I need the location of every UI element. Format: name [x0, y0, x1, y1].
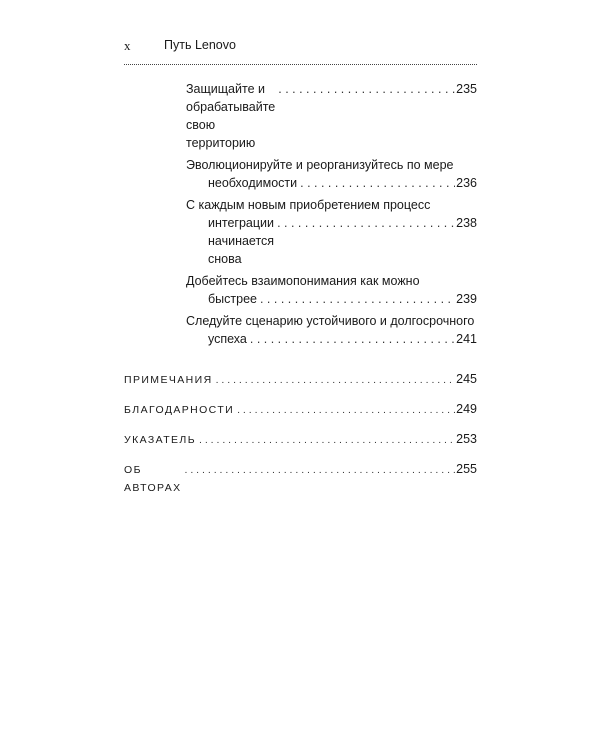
toc-page-number: 255	[456, 462, 477, 476]
toc-page-number: 253	[456, 432, 477, 446]
toc-entry[interactable]	[186, 156, 477, 192]
toc-entry[interactable]	[186, 272, 477, 308]
toc-main-section-list	[124, 370, 477, 497]
toc-page-number: 236	[456, 176, 477, 190]
toc-entry-title-continued: необходимости	[208, 176, 298, 190]
dot-leader	[250, 330, 455, 348]
toc-entry[interactable]	[186, 80, 477, 152]
toc-main-entry-title: ПРИМЕЧАНИЯ	[124, 374, 213, 386]
table-of-contents	[124, 80, 477, 508]
dot-leader	[237, 401, 455, 419]
toc-main-entry[interactable]	[124, 370, 477, 389]
toc-entry-title-continued: интеграции начинается снова	[208, 216, 275, 266]
toc-page-number: 241	[456, 332, 477, 346]
dot-leader	[185, 461, 456, 479]
toc-entry-title-continued: быстрее	[208, 292, 257, 306]
toc-main-entry[interactable]	[124, 460, 477, 497]
toc-main-entry-title: ОБ АВТОРАХ	[124, 464, 182, 494]
dot-leader	[300, 174, 455, 192]
toc-main-entry[interactable]	[124, 430, 477, 449]
toc-entry-title: Добейтесь взаимопонимания как можно	[186, 274, 420, 288]
header-dotted-rule	[124, 64, 477, 65]
toc-page-number: 235	[456, 82, 477, 96]
toc-page-number: 245	[456, 372, 477, 386]
dot-leader	[278, 80, 455, 98]
dot-leader	[199, 431, 455, 449]
dot-leader	[216, 371, 456, 389]
toc-entry-title: Эволюционируйте и реорганизуйтесь по мере	[186, 158, 454, 172]
toc-entry-title-continued: успеха	[208, 332, 247, 346]
dot-leader	[260, 290, 455, 308]
toc-page-number: 249	[456, 402, 477, 416]
toc-entry-title: Следуйте сценарию устойчивого и долгосрочного	[186, 314, 475, 328]
toc-main-entry-title: БЛАГОДАРНОСТИ	[124, 404, 235, 416]
toc-page-number: 238	[456, 216, 477, 230]
toc-main-entry[interactable]	[124, 400, 477, 419]
page-folio: x	[124, 38, 131, 53]
toc-subsection-list	[186, 80, 477, 348]
toc-entry-title: С каждым новым приобретением процесс	[186, 198, 431, 212]
toc-main-entry-title: УКАЗАТЕЛЬ	[124, 434, 196, 446]
toc-entry-title: Защищайте и обрабатывайте свою территорию	[186, 82, 276, 150]
toc-page-number: 239	[456, 292, 477, 306]
toc-entry[interactable]	[186, 312, 477, 348]
toc-entry[interactable]	[186, 196, 477, 268]
page-header	[124, 38, 476, 56]
dot-leader	[277, 214, 455, 232]
running-title: Путь Lenovo	[164, 38, 236, 52]
